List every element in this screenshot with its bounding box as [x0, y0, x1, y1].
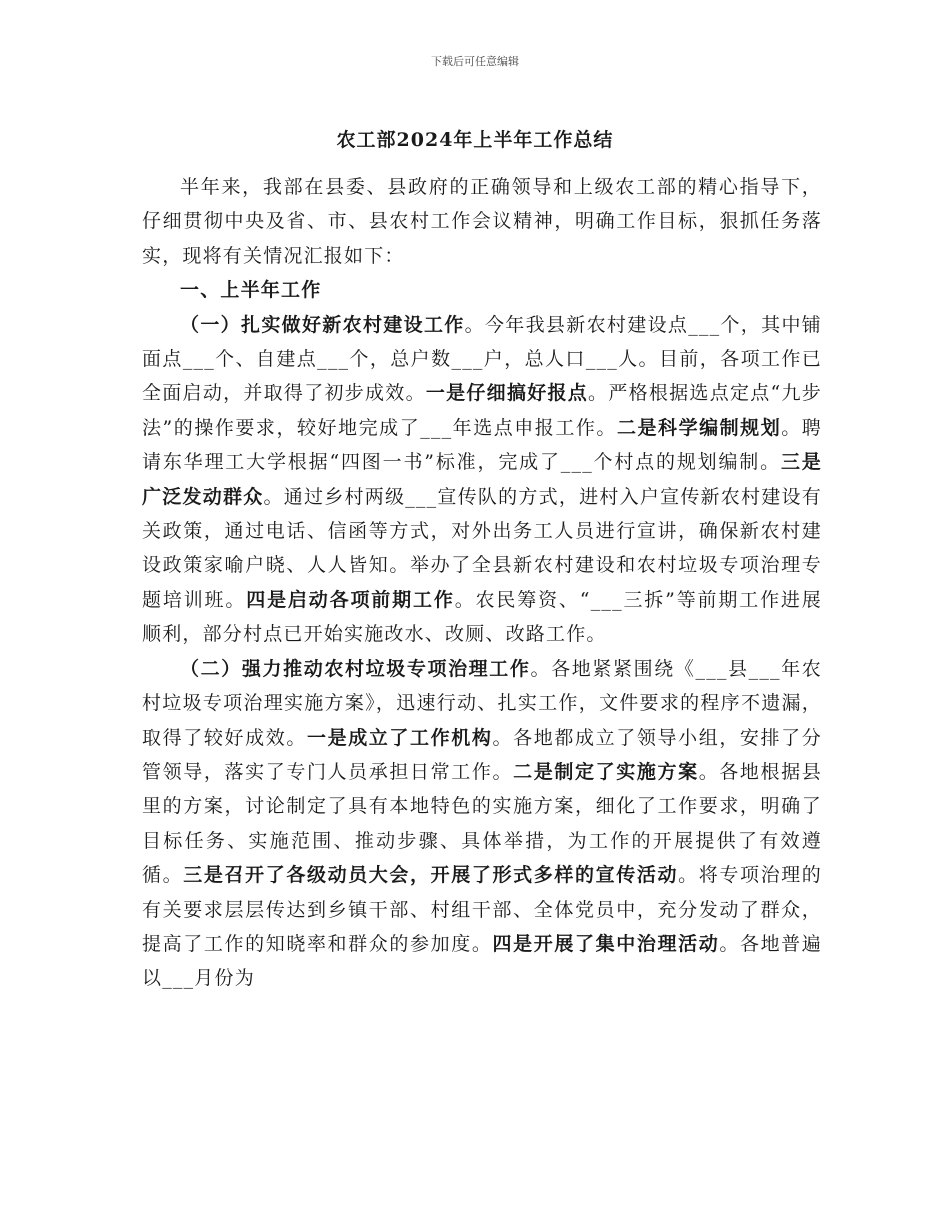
key-point: 二是科学编制规划 — [616, 416, 782, 439]
paragraph-text: 。通过乡村两级___宣传队的方式，进村入户宣传新农村建设有关政策，通过电话、信函等方式，对外出务工人员进行宣讲，确保新农村建设政策家喻户晓、人人皆知。举办了全县新农村建设和农村垃圾专项治理专题培训班。 — [142, 485, 822, 611]
intro-paragraph: 半年来，我部在县委、县政府的正确领导和上级农工部的精心指导下，仔细贯彻中央及省、市、县农村工作会议精神，明确工作目标，狠抓任务落实，现将有关情况汇报如下： — [142, 176, 822, 267]
header-note: 下载后可任意编辑 — [431, 55, 519, 68]
key-point: 四是开展了集中治理活动 — [492, 932, 720, 955]
paragraph-text: 。今年我县新农村建设点___个，其中铺面点___个、自建点___个，总户数___户，总人口___人。目前，各项工作已全面启动，并取得了初步成效。 — [142, 313, 822, 405]
key-point: 二是制定了实施方案 — [513, 760, 699, 783]
subsection-lead: （一）扎实做好新农村建设工作 — [180, 313, 465, 336]
key-point: 四是启动各项前期工作 — [246, 588, 455, 611]
paragraph-text: 。各地紧紧围绕《___县___年农村垃圾专项治理实施方案》，迅速行动、扎实工作，文件要求的程序不遗漏，取得了较好成效。 — [142, 657, 822, 749]
document-body — [142, 170, 822, 996]
subsection-lead: （二）强力推动农村垃圾专项治理工作 — [180, 657, 531, 680]
section-heading-1: 一、上半年工作 — [180, 279, 322, 302]
document-title: 农工部2024年上半年工作总结 — [336, 129, 614, 151]
paragraph-text: 。严格根据选点定点“九步法”的操作要求，较好地完成了___年选点申报工作。 — [142, 382, 822, 439]
paragraph-text: 。农民筹资、“___三拆”等前期工作进展顺利，部分村点已开始实施改水、改厕、改路工作。 — [142, 588, 822, 646]
paragraph-text: 。将专项治理的有关要求层层传达到乡镇干部、村组干部、全体党员中，充分发动了群众，提高了工作的知晓率和群众的参加度。 — [142, 864, 823, 955]
paragraph-text: 。各地根据县里的方案，讨论制定了具有本地特色的实施方案，细化了工作要求，明确了目标任务、实施范围、推动步骤、具体举措，为工作的开展提供了有效遵循。 — [142, 760, 822, 887]
paragraph-new-rural-construction — [142, 308, 822, 652]
paragraph-garbage-treatment — [142, 652, 822, 996]
key-point: 一是仔细搞好报点 — [425, 382, 589, 405]
paragraph-text: 。聘请东华理工大学根据“四图一书”标准，完成了___个村点的规划编制。 — [142, 416, 822, 474]
paragraph-text: 。各地普遍以___月份为 — [142, 932, 823, 990]
key-point: 三是广泛发动群众 — [142, 451, 822, 508]
key-point: 三是召开了各级动员大会，开展了形式多样的宣传活动 — [183, 864, 679, 887]
paragraph-text: 。各地都成立了领导小组，安排了分管领导，落实了专门人员承担日常工作。 — [142, 726, 822, 783]
key-point: 一是成立了工作机构 — [306, 726, 493, 749]
